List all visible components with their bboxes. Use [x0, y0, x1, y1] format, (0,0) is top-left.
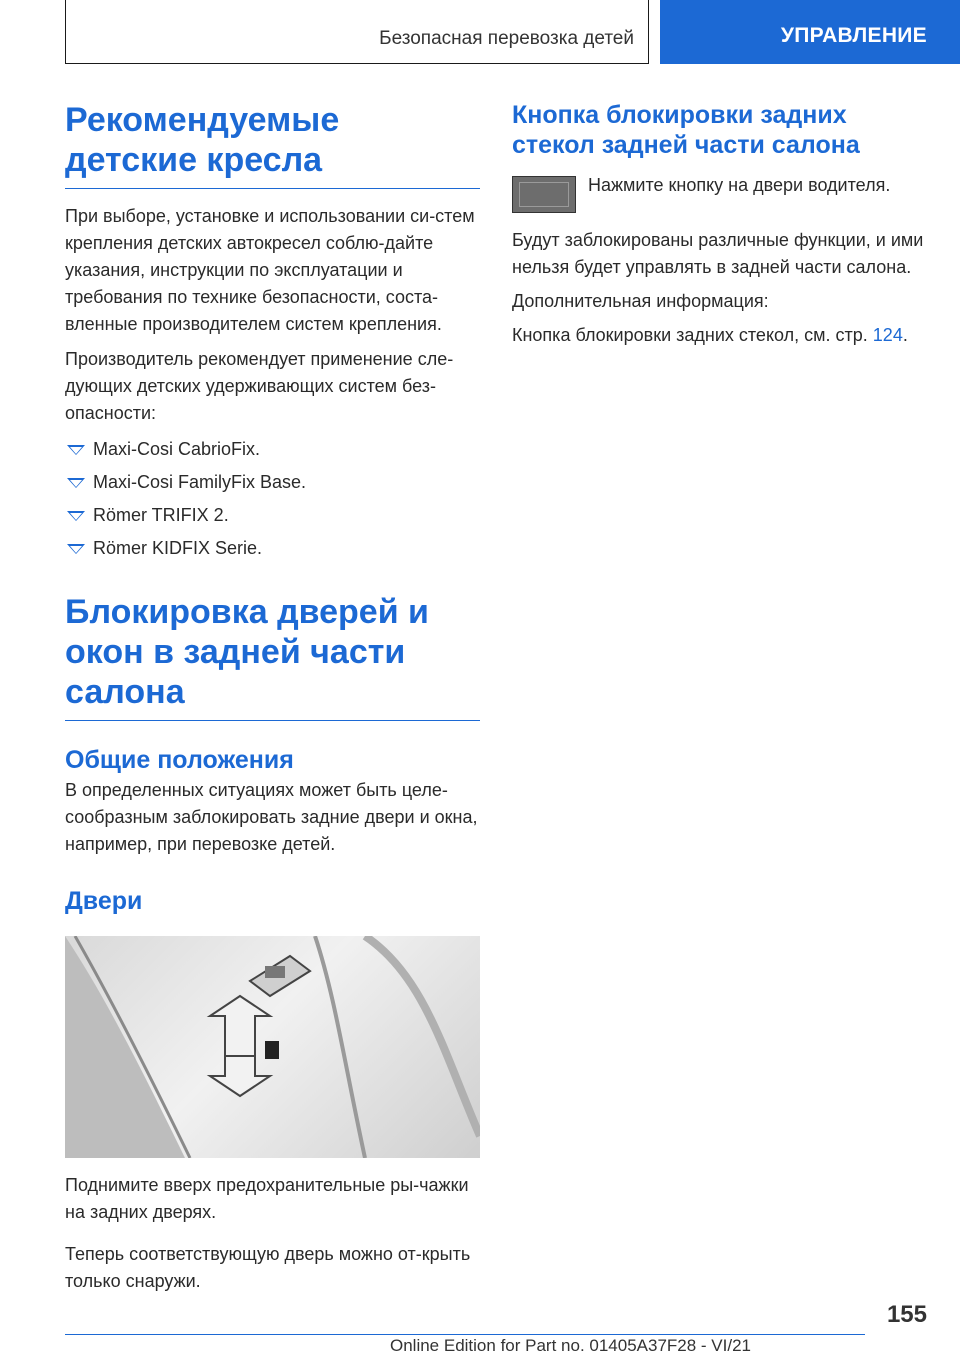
triangle-bullet-icon: [67, 445, 85, 455]
heading-rear-lock: Блокировка дверей и окон в задней части салона: [65, 592, 480, 721]
section-tab[interactable]: УПРАВЛЕНИЕ: [660, 0, 960, 64]
heading-child-seats: Рекомендуемые детские кресла: [65, 100, 480, 189]
list-item: Maxi-Cosi FamilyFix Base.: [65, 469, 480, 496]
door-lock-illustration: [65, 936, 480, 1158]
paragraph-open-outside: Теперь соответствующую дверь можно от-крыть только снаружи.: [65, 1244, 471, 1291]
triangle-bullet-icon: [67, 478, 85, 488]
footer-divider: [65, 1334, 865, 1335]
page-reference-link[interactable]: 124: [872, 325, 903, 345]
paragraph-raise-levers: Поднимите вверх предохранительные ры-чажки на задних дверях.: [65, 1175, 469, 1222]
heading-window-lock-button: Кнопка блокировки задних стекол задней части салона: [512, 101, 860, 159]
door-lock-photo: [65, 936, 480, 1158]
paragraph-seats-recommend: Производитель рекомендует применение сле-дующих детских удерживающих систем без-опасности:: [65, 349, 454, 423]
heading-general: Общие положения: [65, 746, 294, 774]
list-item: Römer TRIFIX 2.: [65, 502, 480, 529]
paragraph-press-button: Нажмите кнопку на двери водителя.: [588, 175, 891, 195]
window-lock-icon: [512, 176, 576, 213]
paragraph-more-info: Дополнительная информация:: [512, 291, 769, 311]
list-item: Römer KIDFIX Serie.: [65, 535, 480, 562]
triangle-bullet-icon: [67, 511, 85, 521]
list-item: Maxi-Cosi CabrioFix.: [65, 436, 480, 463]
press-instruction: [512, 172, 927, 213]
right-column: [512, 100, 927, 349]
footer-edition: Online Edition for Part no. 01405A37F28 - VI/21: [390, 1336, 752, 1355]
triangle-bullet-icon: [67, 544, 85, 554]
seat-list: [65, 436, 480, 562]
paragraph-reference: Кнопка блокировки задних стекол, см. стр. 124.: [512, 325, 908, 345]
paragraph-functions-blocked: Будут заблокированы различные функции, и ими нельзя будет управлять в задней части салона.: [512, 230, 924, 277]
left-column: [65, 100, 480, 1295]
paragraph-seats-intro: При выборе, установке и использовании си-стем крепления детских автокресел соблю-дайте указания, инструкции по эксплуатации и требования по технике безопасности, соста-вленные производителем систем крепления.: [65, 206, 475, 334]
chapter-title: Безопасная перевозка детей: [379, 28, 634, 49]
page-number: 155: [886, 1301, 927, 1328]
paragraph-general: В определенных ситуациях может быть целе-сообразным заблокировать задние двери и окна, например, при перевозке детей.: [65, 780, 478, 854]
heading-doors: Двери: [65, 887, 143, 915]
header-box: [65, 0, 649, 64]
